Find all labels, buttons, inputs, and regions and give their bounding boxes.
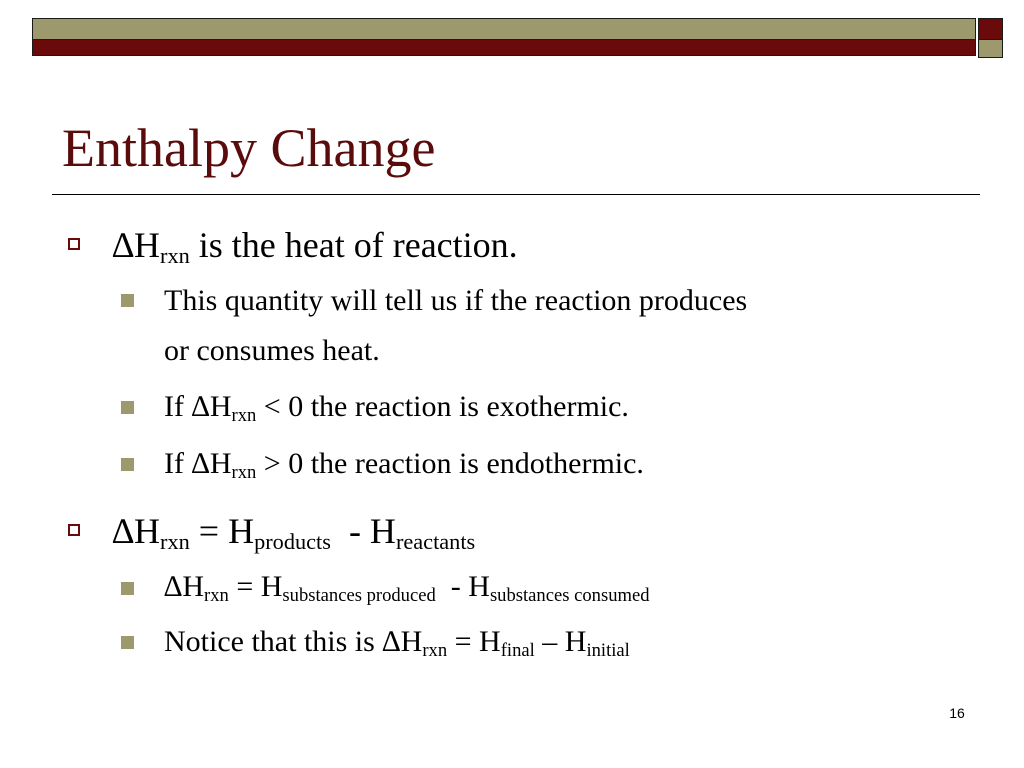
bullet-enthalpy-equation: [112, 511, 476, 555]
bullet-text: ∆H: [112, 511, 161, 551]
bullet-text: < 0 the reaction is exothermic.: [256, 390, 629, 423]
bullet-quantity-line2: or consumes heat.: [164, 334, 380, 367]
subscript: substances produced: [282, 585, 436, 607]
subscript: rxn: [160, 529, 190, 555]
subscript: initial: [586, 640, 630, 662]
bullet-text: = H: [447, 625, 501, 658]
page-number: 16: [949, 705, 965, 721]
bullet-final-initial: [164, 625, 630, 662]
bullet-endothermic: [164, 447, 644, 484]
bullet-text: = H: [189, 511, 255, 551]
filled-square-bullet-icon: [121, 582, 134, 595]
bullet-text: - H: [330, 511, 396, 551]
bullet-text: If ∆H: [164, 447, 232, 480]
bullet-text: ∆H: [164, 570, 205, 603]
subscript: substances consumed: [489, 585, 650, 607]
header-band-olive: [33, 19, 975, 40]
subscript: products: [254, 529, 331, 555]
bullet-text: = H: [228, 570, 283, 603]
bullet-text: > 0 the reaction is endothermic.: [256, 447, 644, 480]
bullet-text: ∆H: [112, 225, 161, 265]
slide-title: Enthalpy Change: [62, 118, 436, 178]
bullet-exothermic: [164, 390, 629, 427]
bullet-text: Notice that this is ∆H: [164, 625, 423, 658]
bullet-substances-equation: [164, 570, 650, 607]
subscript: final: [500, 640, 535, 662]
title-divider: [52, 194, 980, 195]
subscript: rxn: [231, 405, 257, 427]
subscript: rxn: [204, 585, 229, 607]
corner-square-olive: [978, 40, 1003, 58]
header-bar: [32, 18, 976, 56]
filled-square-bullet-icon: [121, 458, 134, 471]
header-band-maroon: [33, 40, 975, 55]
hollow-square-bullet-icon: [68, 238, 80, 250]
corner-square-maroon: [978, 18, 1003, 40]
subscript: rxn: [160, 243, 190, 269]
filled-square-bullet-icon: [121, 636, 134, 649]
filled-square-bullet-icon: [121, 401, 134, 414]
subscript: rxn: [422, 640, 448, 662]
bullet-text: If ∆H: [164, 390, 232, 423]
bullet-text: – H: [534, 625, 587, 658]
bullet-heat-of-reaction: [112, 225, 518, 269]
subscript: reactants: [395, 529, 476, 555]
bullet-text: is the heat of reaction.: [189, 225, 518, 265]
hollow-square-bullet-icon: [68, 524, 80, 536]
bullet-quantity-line1: This quantity will tell us if the reaction produces: [164, 284, 748, 317]
subscript: rxn: [231, 462, 257, 484]
bullet-text: - H: [435, 570, 490, 603]
filled-square-bullet-icon: [121, 294, 134, 307]
